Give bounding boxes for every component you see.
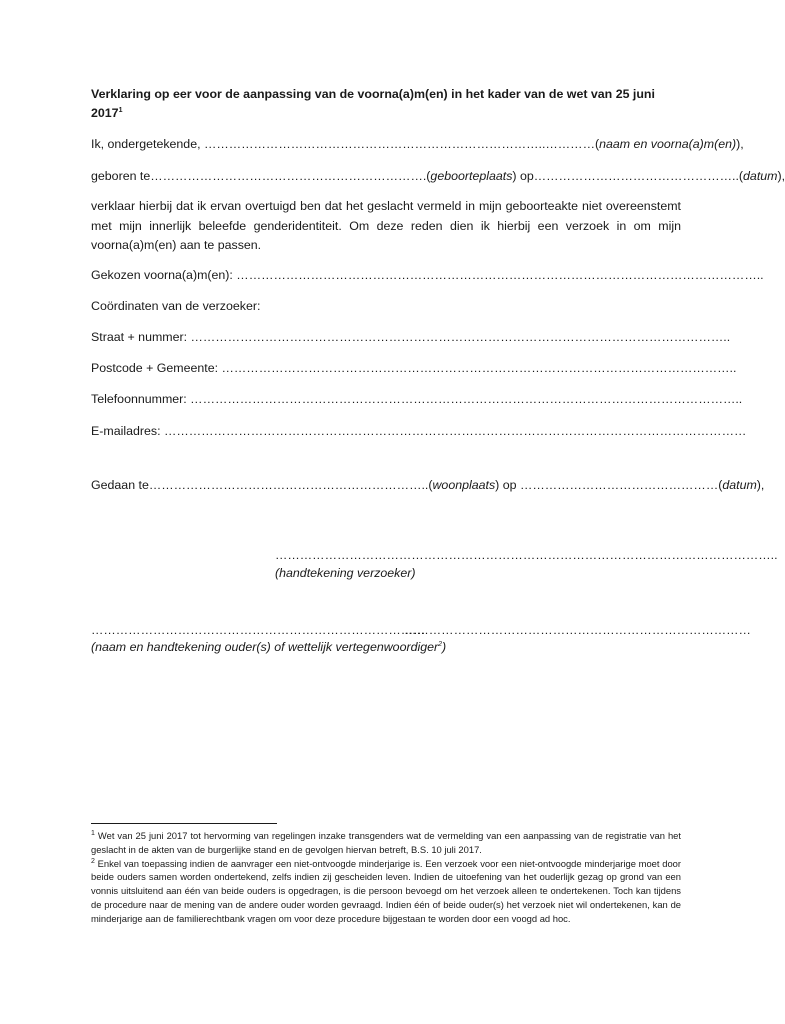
footnotes [91, 829, 681, 926]
footnote-divider [91, 823, 277, 824]
done-suffix: ), [756, 478, 765, 492]
parent-signature-line-right[interactable]: ………………………………………………………………………… [404, 623, 751, 637]
document-title [91, 85, 681, 123]
parent-label-text: (naam en handtekening ouder(s) of wettelijk vertegenwoordiger [91, 640, 439, 654]
born-prefix: geboren te………………………………………………………….( [91, 169, 431, 183]
birth-date-hint: datum [743, 169, 778, 183]
footnote-2-ref: 2 [91, 857, 95, 865]
street-field[interactable]: Straat + nummer: ………………………………………………………………………………………………………………….. [91, 330, 731, 344]
email-field[interactable]: E-mailadres: …………………………………………………………………………………………………………………………… [91, 424, 747, 438]
footnote-1-text: Wet van 25 juni 2017 tot hervorming van regelingen inzake transgenders wat de vermelding van een aanpassing van de registratie van het geslacht in de akten van de burgerlijke stand en de gevolgen hiervan betreft, B.S. 10 juli 2017. [91, 830, 681, 855]
declarant-line [91, 135, 744, 154]
born-mid: ) op…………………………………………..( [512, 169, 744, 183]
declarant-hint: naam en voorna(a)m(en) [599, 137, 737, 151]
done-line [91, 476, 765, 495]
title-footnote-ref: 1 [118, 106, 123, 114]
footnote-1-ref: 1 [91, 829, 95, 837]
parent-signature-label [91, 640, 446, 654]
parent-signature-line-left[interactable]: ……………………………………………………………………… [91, 623, 426, 637]
footnote-1 [91, 829, 681, 857]
declaration-paragraph: verklaar hierbij dat ik ervan overtuigd ben dat het geslacht vermeld in mijn geboorteakte niet overeenstemt met mijn innerlijk beleefde genderidentiteit. Om deze reden dien ik hierbij een verzoek in om mijn voorna(a)m(en) aan te passen. [91, 199, 681, 252]
parent-label-suffix: ) [442, 640, 447, 654]
declarant-prefix: Ik, ondergetekende, ………………………………………………………………………..…………( [91, 137, 600, 151]
residence-hint: woonplaats [432, 478, 496, 492]
signature-line[interactable]: ………………………………………………………………………………………………………….. [275, 548, 778, 562]
declarant-suffix: ), [736, 137, 744, 151]
chosen-names-field[interactable]: Gekozen voorna(a)m(en): ……………………………………………………………………………………………………………….. [91, 268, 764, 282]
phone-field[interactable]: Telefoonnummer: …………………………………………………………………………………………………………………….. [91, 392, 743, 406]
coordinates-heading: Coördinaten van de verzoeker: [91, 299, 261, 313]
done-prefix: Gedaan te…………………………………………………………..( [91, 478, 433, 492]
footnote-2 [91, 857, 681, 926]
done-mid: ) op …………………………………………( [495, 478, 723, 492]
birthplace-hint: geboorteplaats [430, 169, 513, 183]
signature-label: (handtekening verzoeker) [275, 566, 416, 580]
parent-footnote-ref: 2 [438, 640, 443, 648]
done-date-hint: datum [722, 478, 757, 492]
postcode-field[interactable]: Postcode + Gemeente: …………………………………………………………………………………………………………….. [91, 361, 737, 375]
birth-line [91, 167, 785, 186]
born-suffix: ), [777, 169, 785, 183]
title-text: Verklaring op eer voor de aanpassing van de voorna(a)m(en) in het kader van de wet van 25 juni 2017 [91, 87, 655, 120]
footnote-2-text: Enkel van toepassing indien de aanvrager een niet-ontvoogde minderjarige is. Een verzoek voor een niet-ontvoogde minderjarige moet door beide ouders samen worden ondertekend, zelfs indien zij gescheiden leven. Indien de uitoefening van het ouderlijk gezag op grond van een vonnis uitsluitend aan één van beide ouders is opgedragen, is die persoon bevoegd om het verzoek alleen te ondertekenen. Toch kan tijdens de procedure naar de mening van de andere ouder worden gevraagd. Indien één of beide ouder(s) het verzoek niet wil ondertekenen, kan de minderjarige aan de familierechtbank vragen om voor deze procedure bijgestaan te worden door een voogd ad hoc. [91, 857, 682, 924]
